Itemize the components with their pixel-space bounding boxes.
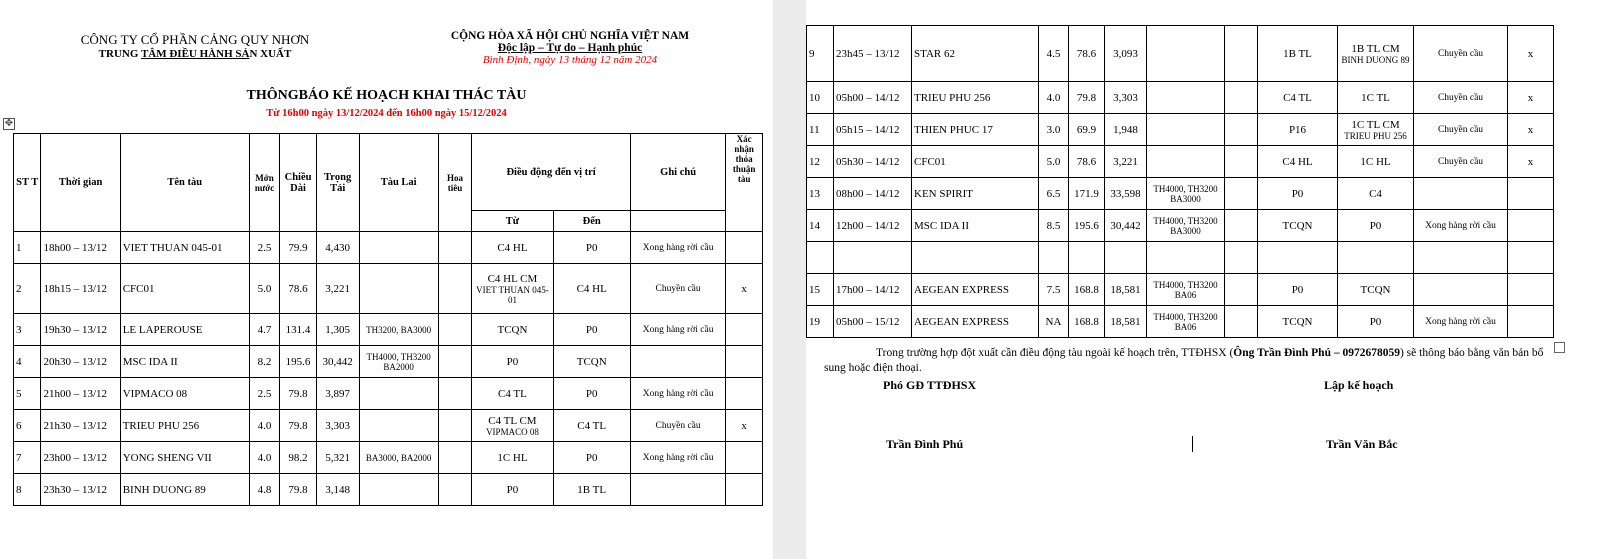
cell-pilot xyxy=(438,232,472,264)
header-length: Chiều Dài xyxy=(280,134,317,232)
cell-draft: 4.0 xyxy=(249,410,279,442)
cell-from: TCQN xyxy=(1258,306,1338,338)
cell-stt: 11 xyxy=(807,114,834,146)
cell-tonnage: 3,897 xyxy=(316,378,359,410)
cell-from: P16 xyxy=(1258,114,1338,146)
cell-stt: 14 xyxy=(807,210,834,242)
cell-note: Xong hàng rời cầu xyxy=(630,378,726,410)
cell-length: 78.6 xyxy=(1069,146,1105,178)
cell-vessel: STAR 62 xyxy=(912,26,1039,82)
cell-time xyxy=(834,242,912,274)
company-header xyxy=(60,32,330,60)
table-row xyxy=(14,442,763,474)
center-name-underlined: TÂM ĐIỀU HÀNH SẢ xyxy=(140,48,250,60)
footer-note-text: Trong trường hợp đột xuất cần điều động tàu ngoài kế hoạch trên, TTĐHSX ( xyxy=(876,347,1234,359)
cell-time: 19h30 – 13/12 xyxy=(41,314,120,346)
cell-to xyxy=(1338,242,1414,274)
cell-tonnage: 3,221 xyxy=(316,264,359,314)
footer-note xyxy=(824,346,1544,376)
footer-note-contact: Ông Trần Đình Phú – 0972678059 xyxy=(1233,347,1400,359)
cell-note: Chuyền cầu xyxy=(630,410,726,442)
cell-length: 79.8 xyxy=(280,474,317,506)
cell-tonnage: 30,442 xyxy=(316,346,359,378)
cell-length: 78.6 xyxy=(1069,26,1105,82)
center-name-suffix: N XUẤT xyxy=(249,48,292,60)
cell-pilot xyxy=(438,346,472,378)
cell-confirm: x xyxy=(726,264,763,314)
header-to: Đến xyxy=(553,211,630,232)
cell-confirm: x xyxy=(726,410,763,442)
cell-length xyxy=(1069,242,1105,274)
cell-draft: 7.5 xyxy=(1039,274,1069,306)
cell-draft: 8.5 xyxy=(1039,210,1069,242)
cell-draft: 5.0 xyxy=(1039,146,1069,178)
header-confirm: Xác nhận thỏa thuận tàu xyxy=(726,134,763,232)
cell-to-main: P0 xyxy=(1369,315,1382,328)
cell-time: 18h00 – 13/12 xyxy=(41,232,120,264)
document-title: THÔNGBÁO KẾ HOẠCH KHAI THÁC TÀU xyxy=(246,88,527,103)
cell-vessel: YONG SHENG VII xyxy=(120,442,249,474)
table-row xyxy=(807,178,1554,210)
sign-right-title: Lập kế hoạch xyxy=(1324,378,1394,392)
table-row xyxy=(807,114,1554,146)
cell-note: Chuyền cầu xyxy=(1414,82,1508,114)
cell-vessel: MSC IDA II xyxy=(120,346,249,378)
cell-note: Chuyền cầu xyxy=(1414,146,1508,178)
cell-tonnage xyxy=(1105,242,1147,274)
cell-confirm xyxy=(1508,178,1554,210)
cell-note: Xong hàng rời cầu xyxy=(1414,210,1508,242)
cell-to: P0 xyxy=(553,314,630,346)
cell-vessel: CFC01 xyxy=(120,264,249,314)
cell-stt: 19 xyxy=(807,306,834,338)
cell-to: P0 xyxy=(553,442,630,474)
cell-tonnage: 3,148 xyxy=(316,474,359,506)
cell-from-main: TCQN xyxy=(497,323,528,336)
cell-tonnage: 33,598 xyxy=(1105,178,1147,210)
cell-confirm xyxy=(726,442,763,474)
cell-tug xyxy=(359,378,438,410)
cell-stt: 4 xyxy=(14,346,41,378)
document-page-2 xyxy=(806,0,1600,559)
cell-draft: 4.5 xyxy=(1039,26,1069,82)
cell-time: 05h00 – 14/12 xyxy=(834,82,912,114)
cell-to xyxy=(1338,306,1414,338)
cell-tonnage: 3,093 xyxy=(1105,26,1147,82)
cell-from-main: P0 xyxy=(506,483,519,496)
cell-tonnage: 4,430 xyxy=(316,232,359,264)
cell-tug: BA3000, BA2000 xyxy=(359,442,438,474)
cell-time: 17h00 – 14/12 xyxy=(834,274,912,306)
table-body-page-1 xyxy=(14,232,763,506)
cell-tonnage: 30,442 xyxy=(1105,210,1147,242)
table-row xyxy=(807,274,1554,306)
cell-tug xyxy=(1147,26,1225,82)
cell-vessel: KEN SPIRIT xyxy=(912,178,1039,210)
cell-length: 195.6 xyxy=(1069,210,1105,242)
cell-to xyxy=(1338,274,1414,306)
cell-from-main: 1C HL xyxy=(497,451,528,464)
cell-stt xyxy=(807,242,834,274)
cell-to-main: 1C TL CM xyxy=(1351,118,1400,131)
cell-length: 168.8 xyxy=(1069,274,1105,306)
cell-confirm xyxy=(726,378,763,410)
cell-to: TCQN xyxy=(553,346,630,378)
cell-to xyxy=(1338,26,1414,82)
cell-from-main: C4 TL xyxy=(498,387,527,400)
place-date: Bình Định, ngày 13 tháng 12 năm 2024 xyxy=(482,54,658,66)
cell-note: Xong hàng rời cầu xyxy=(1414,306,1508,338)
header-pilot: Hoa tiêu xyxy=(438,134,472,232)
text-cursor xyxy=(1192,436,1193,452)
cell-vessel: TRIEU PHU 256 xyxy=(912,82,1039,114)
cell-stt: 6 xyxy=(14,410,41,442)
cell-vessel: VIET THUAN 045-01 xyxy=(120,232,249,264)
cell-from: C4 TL xyxy=(1258,82,1338,114)
cell-confirm: x xyxy=(1508,26,1554,82)
cell-tonnage: 18,581 xyxy=(1105,306,1147,338)
cell-stt: 15 xyxy=(807,274,834,306)
header-note: Ghi chú xyxy=(630,134,726,211)
cell-from-main: C4 HL xyxy=(497,241,528,254)
table-row xyxy=(807,210,1554,242)
cell-pilot xyxy=(438,264,472,314)
table-row xyxy=(807,306,1554,338)
cell-from xyxy=(472,442,553,474)
cell-to-main: 1C TL xyxy=(1361,91,1390,104)
cell-tug: TH4000, TH3200 BA2000 xyxy=(359,346,438,378)
cell-to: 1B TL xyxy=(553,474,630,506)
cell-time: 05h30 – 14/12 xyxy=(834,146,912,178)
cell-from xyxy=(472,264,553,314)
cell-length: 195.6 xyxy=(280,346,317,378)
cell-tug: TH4000, TH3200 BA3000 xyxy=(1147,210,1225,242)
company-name: CÔNG TY CỔ PHẦN CẢNG QUY NHƠN xyxy=(80,32,310,47)
cell-stt: 8 xyxy=(14,474,41,506)
header-time: Thời gian xyxy=(41,134,120,232)
table-row xyxy=(14,410,763,442)
cell-from xyxy=(472,378,553,410)
cell-draft: 5.0 xyxy=(249,264,279,314)
cell-pilot xyxy=(1225,178,1258,210)
cell-length: 168.8 xyxy=(1069,306,1105,338)
table-row xyxy=(807,82,1554,114)
header-vessel: Tên tàu xyxy=(120,134,249,232)
cell-tonnage: 1,305 xyxy=(316,314,359,346)
cell-pilot xyxy=(1225,242,1258,274)
table-row xyxy=(807,26,1554,82)
cell-pilot xyxy=(438,442,472,474)
national-motto: Độc lập – Tự do – Hạnh phúc xyxy=(497,42,643,54)
cell-tonnage: 18,581 xyxy=(1105,274,1147,306)
cell-draft: 4.0 xyxy=(1039,82,1069,114)
cell-vessel: TRIEU PHU 256 xyxy=(120,410,249,442)
cell-from-main: P0 xyxy=(506,355,519,368)
header-tug: Tàu Lai xyxy=(359,134,438,232)
cell-stt: 10 xyxy=(807,82,834,114)
cell-tug xyxy=(359,264,438,314)
cell-time: 23h00 – 13/12 xyxy=(41,442,120,474)
cell-time: 18h15 – 13/12 xyxy=(41,264,120,314)
cell-tug xyxy=(1147,242,1225,274)
table-header-row xyxy=(14,134,763,211)
table-row xyxy=(14,232,763,264)
cell-tonnage: 3,303 xyxy=(316,410,359,442)
sign-left-name: Trần Đình Phú xyxy=(886,437,964,451)
cell-confirm xyxy=(1508,274,1554,306)
header-from: Từ xyxy=(472,211,553,232)
cell-stt: 3 xyxy=(14,314,41,346)
cell-vessel: BINH DUONG 89 xyxy=(120,474,249,506)
cell-note: Chuyền cầu xyxy=(1414,114,1508,146)
cell-tug xyxy=(1147,82,1225,114)
cell-length: 69.9 xyxy=(1069,114,1105,146)
cell-tug xyxy=(1147,114,1225,146)
cell-draft: 2.5 xyxy=(249,378,279,410)
cell-to xyxy=(1338,114,1414,146)
table-row xyxy=(14,378,763,410)
cell-note xyxy=(1414,178,1508,210)
cell-note xyxy=(1414,242,1508,274)
cell-tug xyxy=(359,410,438,442)
cell-to: C4 HL xyxy=(553,264,630,314)
cell-to xyxy=(1338,82,1414,114)
cell-note: Chuyền cầu xyxy=(1414,26,1508,82)
cell-note: Chuyền cầu xyxy=(630,264,726,314)
vessel-plan-table-page-1 xyxy=(13,133,763,506)
cell-note: Xong hàng rời cầu xyxy=(630,314,726,346)
cell-tug xyxy=(359,232,438,264)
cell-stt: 5 xyxy=(14,378,41,410)
cell-tonnage: 3,221 xyxy=(1105,146,1147,178)
cell-to-main: 1B TL CM xyxy=(1351,42,1400,55)
cell-time: 05h15 – 14/12 xyxy=(834,114,912,146)
cell-confirm xyxy=(726,314,763,346)
nation-header xyxy=(425,30,715,66)
cell-from: C4 HL xyxy=(1258,146,1338,178)
cell-pilot xyxy=(1225,114,1258,146)
cell-time: 20h30 – 13/12 xyxy=(41,346,120,378)
cell-vessel xyxy=(912,242,1039,274)
cell-to-main: 1C HL xyxy=(1360,155,1391,168)
cell-stt: 13 xyxy=(807,178,834,210)
cell-from xyxy=(1258,242,1338,274)
cell-length: 79.9 xyxy=(280,232,317,264)
cell-confirm xyxy=(1508,306,1554,338)
table-body-page-2 xyxy=(807,26,1554,338)
cell-tug: TH4000, TH3200 BA06 xyxy=(1147,274,1225,306)
cell-tonnage: 1,948 xyxy=(1105,114,1147,146)
cell-length: 79.8 xyxy=(280,410,317,442)
cell-vessel: MSC IDA II xyxy=(912,210,1039,242)
table-row xyxy=(14,346,763,378)
document-subtitle: Từ 16h00 ngày 13/12/2024 đến 16h00 ngày 15/12/2024 xyxy=(266,108,507,119)
cell-pilot xyxy=(1225,306,1258,338)
header-stt: ST T xyxy=(14,134,41,232)
cell-length: 131.4 xyxy=(280,314,317,346)
cell-length: 79.8 xyxy=(280,378,317,410)
cell-stt: 12 xyxy=(807,146,834,178)
header-note-blank xyxy=(630,211,726,232)
cell-to: P0 xyxy=(553,232,630,264)
cell-tug: TH4000, TH3200 BA06 xyxy=(1147,306,1225,338)
sign-right-name: Trần Văn Bắc xyxy=(1326,437,1398,451)
cell-to-main: TCQN xyxy=(1360,283,1391,296)
cell-confirm xyxy=(726,232,763,264)
cell-time: 05h00 – 15/12 xyxy=(834,306,912,338)
cell-from xyxy=(472,314,553,346)
cell-note: Xong hàng rời cầu xyxy=(630,232,726,264)
table-row xyxy=(14,474,763,506)
cell-stt: 9 xyxy=(807,26,834,82)
cell-confirm xyxy=(726,474,763,506)
cell-to: C4 TL xyxy=(553,410,630,442)
cell-tonnage: 3,303 xyxy=(1105,82,1147,114)
cell-confirm: x xyxy=(1508,114,1554,146)
cell-confirm: x xyxy=(1508,146,1554,178)
cell-from-sub: VIPMACO 08 xyxy=(486,426,539,437)
document-page-1 xyxy=(0,0,773,559)
table-row xyxy=(807,242,1554,274)
cell-time: 23h30 – 13/12 xyxy=(41,474,120,506)
table-move-handle-icon[interactable]: ✥ xyxy=(4,118,14,129)
cell-to: P0 xyxy=(553,378,630,410)
cell-pilot xyxy=(1225,210,1258,242)
cell-confirm: x xyxy=(1508,82,1554,114)
cell-from xyxy=(472,474,553,506)
sign-left-title: Phó GĐ TTĐHSX xyxy=(883,378,977,392)
cell-vessel: CFC01 xyxy=(912,146,1039,178)
cell-pilot xyxy=(438,410,472,442)
cell-note xyxy=(630,346,726,378)
table-row xyxy=(14,314,763,346)
cell-to-main: P0 xyxy=(1369,219,1382,232)
cell-draft: 4.8 xyxy=(249,474,279,506)
cell-from: P0 xyxy=(1258,274,1338,306)
cell-to xyxy=(1338,210,1414,242)
cell-pilot xyxy=(1225,146,1258,178)
cell-from: 1B TL xyxy=(1258,26,1338,82)
cell-pilot xyxy=(438,314,472,346)
cell-draft xyxy=(1039,242,1069,274)
cell-to-sub: BINH DUONG 89 xyxy=(1341,54,1410,65)
header-move: Điều động đến vị trí xyxy=(472,134,631,211)
cell-confirm xyxy=(726,346,763,378)
cell-pilot xyxy=(1225,274,1258,306)
cell-draft: 6.5 xyxy=(1039,178,1069,210)
cell-vessel: THIEN PHUC 17 xyxy=(912,114,1039,146)
cell-vessel: LE LAPEROUSE xyxy=(120,314,249,346)
cell-from-sub: VIET THUAN 045-01 xyxy=(476,284,549,305)
cell-time: 21h00 – 13/12 xyxy=(41,378,120,410)
table-row xyxy=(14,264,763,314)
cell-note xyxy=(630,474,726,506)
cell-tug xyxy=(359,474,438,506)
cell-from: P0 xyxy=(1258,178,1338,210)
cell-to xyxy=(1338,146,1414,178)
cell-note: Xong hàng rời cầu xyxy=(630,442,726,474)
cell-stt: 7 xyxy=(14,442,41,474)
cell-tonnage: 5,321 xyxy=(316,442,359,474)
cell-length: 98.2 xyxy=(280,442,317,474)
cell-length: 79.8 xyxy=(1069,82,1105,114)
cell-pilot xyxy=(1225,26,1258,82)
cell-length: 171.9 xyxy=(1069,178,1105,210)
cell-stt: 1 xyxy=(14,232,41,264)
cell-note xyxy=(1414,274,1508,306)
cell-from xyxy=(472,232,553,264)
cell-draft: 3.0 xyxy=(1039,114,1069,146)
center-name xyxy=(60,48,330,60)
cell-time: 12h00 – 14/12 xyxy=(834,210,912,242)
cell-from-main: C4 TL CM xyxy=(488,414,537,427)
cell-length: 78.6 xyxy=(280,264,317,314)
cell-draft: 8.2 xyxy=(249,346,279,378)
cell-confirm xyxy=(1508,210,1554,242)
cell-from xyxy=(472,346,553,378)
cell-from: TCQN xyxy=(1258,210,1338,242)
header-draft: Mớn nước xyxy=(249,134,279,232)
cell-confirm xyxy=(1508,242,1554,274)
table-resize-handle-icon[interactable] xyxy=(1554,342,1565,353)
cell-draft: 2.5 xyxy=(249,232,279,264)
cell-vessel: AEGEAN EXPRESS xyxy=(912,306,1039,338)
cell-draft: 4.0 xyxy=(249,442,279,474)
table-row xyxy=(807,146,1554,178)
cell-to-sub: TRIEU PHU 256 xyxy=(1344,130,1407,141)
footer-note-end: ) sẽ thông báo bằng văn bản bổ sung hoặc điện thoại. xyxy=(824,347,1544,374)
cell-draft: 4.7 xyxy=(249,314,279,346)
nation-name: CỘNG HÒA XÃ HỘI CHỦ NGHĨA VIỆT NAM xyxy=(450,30,690,42)
cell-time: 21h30 – 13/12 xyxy=(41,410,120,442)
cell-draft: NA xyxy=(1039,306,1069,338)
cell-pilot xyxy=(438,378,472,410)
cell-tug xyxy=(1147,146,1225,178)
cell-pilot xyxy=(1225,82,1258,114)
cell-stt: 2 xyxy=(14,264,41,314)
cell-to-main: C4 xyxy=(1369,187,1382,200)
cell-time: 08h00 – 14/12 xyxy=(834,178,912,210)
cell-from-main: C4 HL CM xyxy=(487,272,538,285)
cell-vessel: VIPMACO 08 xyxy=(120,378,249,410)
cell-tug: TH4000, TH3200 BA3000 xyxy=(1147,178,1225,210)
cell-vessel: AEGEAN EXPRESS xyxy=(912,274,1039,306)
cell-time: 23h45 – 13/12 xyxy=(834,26,912,82)
header-tonnage: Trọng Tải xyxy=(316,134,359,232)
vessel-plan-table-page-2 xyxy=(806,25,1554,338)
cell-pilot xyxy=(438,474,472,506)
cell-tug: TH3200, BA3000 xyxy=(359,314,438,346)
cell-from xyxy=(472,410,553,442)
center-name-prefix: TRUNG xyxy=(98,48,141,60)
cell-to xyxy=(1338,178,1414,210)
